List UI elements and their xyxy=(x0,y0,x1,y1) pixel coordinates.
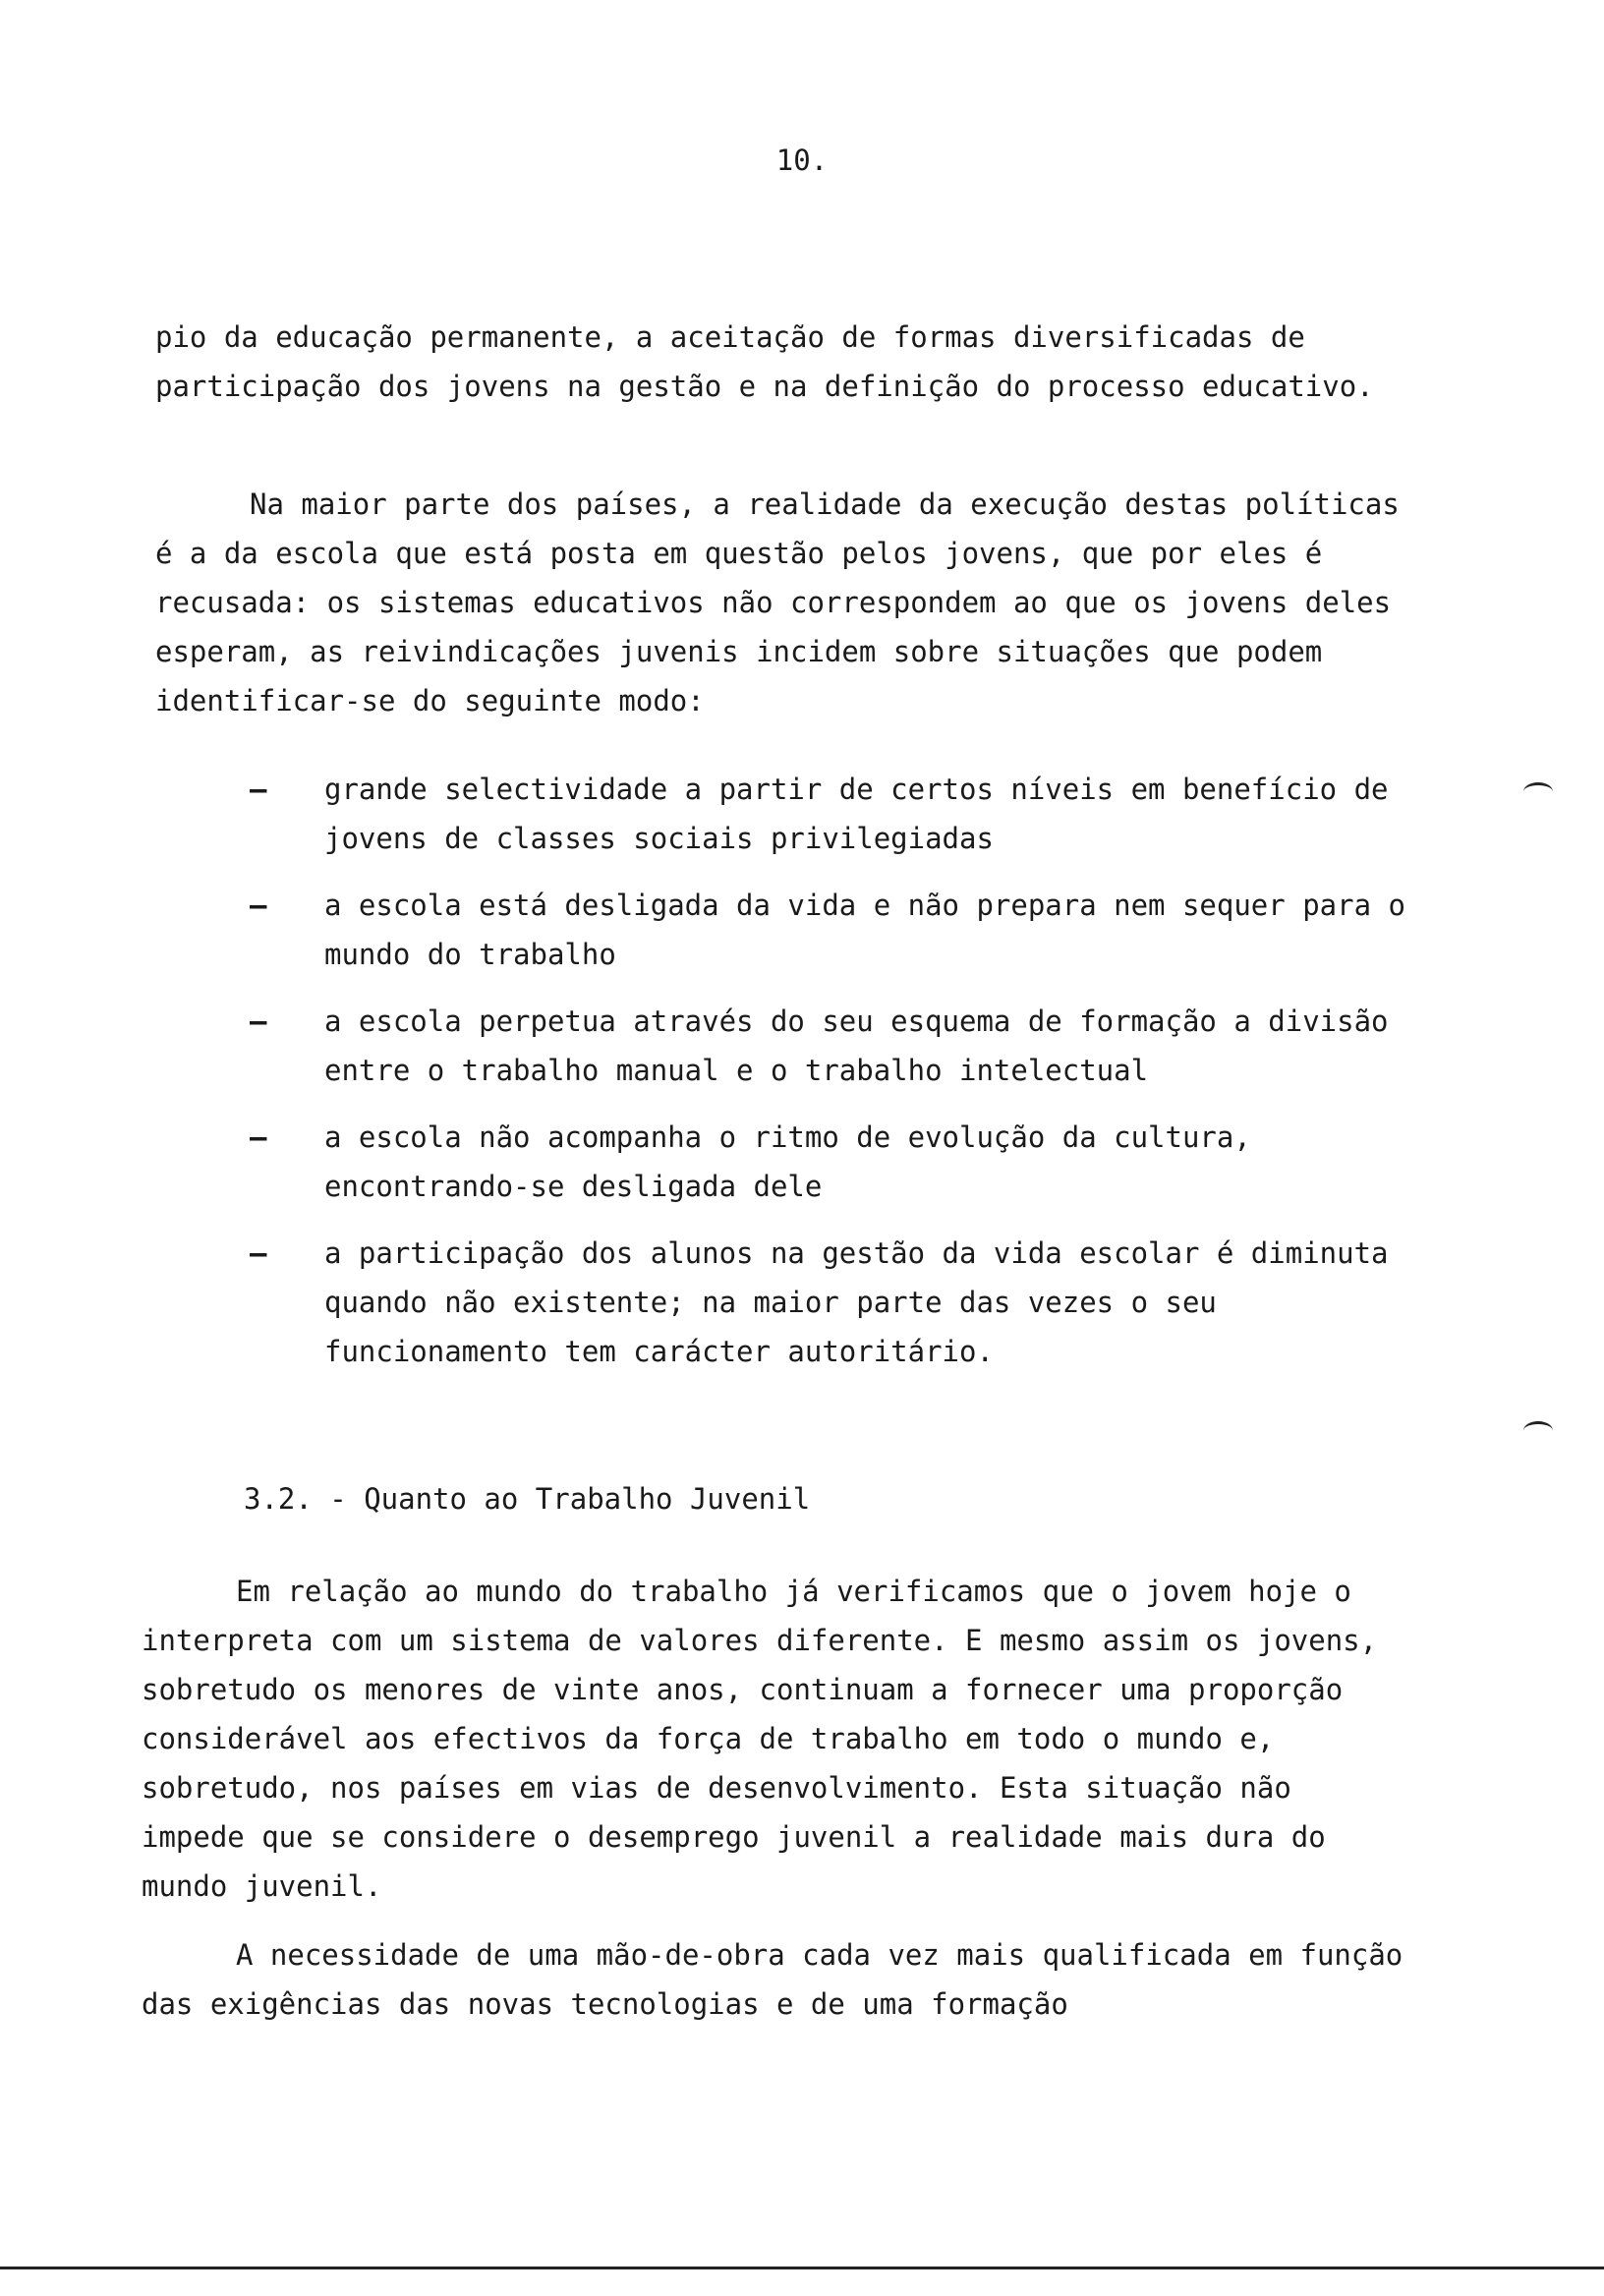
list-dash: — xyxy=(250,773,267,806)
list-item-text: a escola está desligada da vida e não prepara nem sequer para o mundo do trabalho xyxy=(324,889,1405,971)
paragraph-workforce-text: A necessidade de uma mão-de-obra cada vez mais qualificada em função das exigências das novas tecnologias e de uma formação xyxy=(142,1938,1404,2021)
margin-mark xyxy=(1523,1421,1553,1440)
paragraph-youth-work-text: Em relação ao mundo do trabalho já verificamos que o jovem hoje o interpreta com um sistema de valores diferente. E mesmo assim os jovens, sobretudo os menores de vinte anos, continuam a fornecer uma proporção considerável aos efectivos da força de trabalho em todo o mundo e, sobretudo, nos países em vias de desenvolvimento. Esta situação não impede que se considere o desemprego juvenil a realidade mais dura do mundo juvenil. xyxy=(142,1575,1378,1903)
paragraph-schools-text: Na maior parte dos países, a realidade da execução destas políticas é a da escola que está posta em questão pelos jovens, que por eles é recusada: os sistemas educativos não correspondem ao que os jovens deles esperam, as reivindicações juvenis incidem sobre situações que podem identificar-se do seguinte modo: xyxy=(155,488,1400,718)
list-item-text: a participação dos alunos na gestão da vida escolar é diminuta quando não existente; na maior parte das vezes o seu funcionamento tem carácter autoritário. xyxy=(324,1236,1389,1368)
list-item xyxy=(155,1113,1423,1211)
page-number: 10. xyxy=(775,144,829,177)
bottom-rule xyxy=(0,2267,1604,2269)
list-item xyxy=(155,765,1423,863)
list-dash: — xyxy=(250,1120,267,1154)
list-item-text: a escola não acompanha o ritmo de evolução da cultura, encontrando-se desligada dele xyxy=(324,1120,1251,1203)
paragraph-workforce xyxy=(142,1930,1409,2029)
list-item-text: grande selectividade a partir de certos níveis em benefício de jovens de classes sociais privilegiadas xyxy=(324,773,1389,855)
list-dash: — xyxy=(250,889,267,922)
list-dash: — xyxy=(250,1004,267,1038)
list-item xyxy=(155,881,1423,979)
grievances-list xyxy=(155,765,1423,1394)
list-item xyxy=(155,1229,1423,1376)
list-item-text: a escola perpetua através do seu esquema de formação a divisão entre o trabalho manual e o trabalho intelectual xyxy=(324,1004,1389,1087)
list-item xyxy=(155,997,1423,1095)
paragraph-youth-work xyxy=(142,1567,1409,1911)
paragraph-continuation: pio da educação permanente, a aceitação de formas diversificadas de participação dos jovens na gestão e na definição do processo educativo. xyxy=(155,320,1374,403)
margin-mark xyxy=(1523,782,1553,801)
paragraph-schools xyxy=(155,480,1404,725)
list-dash: — xyxy=(250,1236,267,1270)
section-heading: 3.2. - Quanto ao Trabalho Juvenil xyxy=(244,1482,811,1516)
